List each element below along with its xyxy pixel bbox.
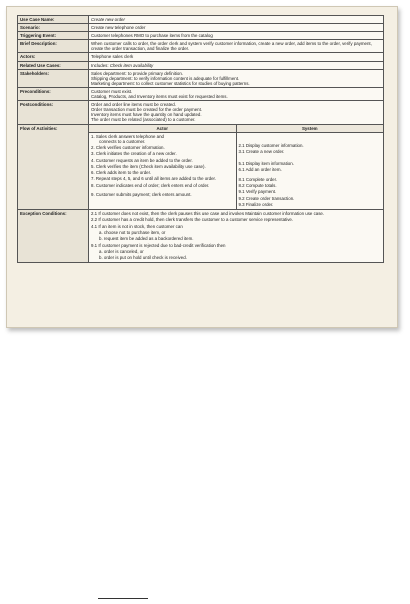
exception-line: a. order is canceled, or: [99, 248, 144, 254]
table-row: [18, 32, 384, 40]
triggering-event-label: Triggering Event:: [18, 32, 89, 40]
actor-step: 3. Clerk initiates the creation of a new order.: [91, 151, 177, 157]
document-page: [6, 6, 398, 328]
postcondition-line: Inventory items must have the quantity on hand updated.: [91, 112, 202, 118]
actor-step: connects to a customer.: [99, 138, 146, 144]
system-step: 8.2 Compute totals.: [238, 183, 277, 188]
related-use-case-link: Check item availability: [109, 62, 154, 68]
flow-of-activities-label: Flow of Activities:: [18, 124, 89, 210]
preconditions-value: [89, 87, 384, 100]
postconditions-label: Postconditions:: [18, 101, 89, 124]
related-use-cases-value: [89, 61, 384, 69]
postconditions-value: [89, 101, 384, 124]
exception-line: 9.1 If customer payment is rejected due to bad-credit verification then: [91, 242, 226, 248]
actor-column-header: Actor: [89, 124, 237, 132]
system-column-header: System: [236, 124, 384, 132]
actor-step: 1. Sales clerk answers telephone and: [91, 133, 164, 139]
actor-step: 5. Clerk verifies the item (Check item availability use case).: [91, 163, 206, 169]
stakeholder-line: Shipping department: to verify information content is adequate for fulfillment.: [91, 75, 240, 81]
system-step: 8.1 Complete order.: [238, 176, 278, 182]
table-row: [18, 16, 384, 24]
stakeholder-line: Sales department: to provide primary definition.: [91, 70, 184, 76]
related-use-cases-label: Related Use Cases:: [18, 61, 89, 69]
exception-line: b. order is put on hold until check is received.: [99, 255, 187, 261]
exception-line: b. request item be added as a backordered item.: [99, 236, 194, 242]
triggering-event-value: Customer telephones RMO to purchase items from the catalog: [89, 32, 384, 40]
actor-step: 7. Repeat steps 4, 5, and 6 until all items are added to the order.: [91, 176, 216, 182]
exception-line: a. choose not to purchase item, or: [99, 229, 166, 235]
stakeholders-label: Stakeholders:: [18, 69, 89, 87]
actors-value: Telephone sales clerk: [89, 53, 384, 61]
system-step: 9.3 Finalize order.: [238, 201, 274, 207]
actor-step: 2. Clerk verifies customer information.: [91, 144, 165, 150]
use-case-table: [17, 15, 384, 263]
stakeholder-line: Marketing department: to collect customer statistics for studies of buying patterns.: [91, 80, 250, 86]
brief-description-label: Brief Description:: [18, 40, 89, 53]
footer-rule: [98, 598, 148, 599]
system-step: 9.1 Verify payment.: [238, 189, 277, 195]
postcondition-line: The order must be related (associated) to a customer.: [91, 117, 196, 123]
system-step: 9.2 Create order transaction.: [238, 195, 295, 201]
precondition-line: Customer must exist.: [91, 88, 133, 94]
actors-label: Actors:: [18, 53, 89, 61]
system-step: 6.1 Add an order item.: [238, 167, 282, 173]
scenario-value: Create new telephone order: [89, 24, 384, 32]
exception-line: 2.1 If customer does not exist, then the clerk pauses this use case and invokes Maintain customer information use case.: [91, 211, 325, 217]
exception-conditions-value: [89, 210, 384, 263]
postcondition-line: Order transaction must be created for the order payment.: [91, 107, 203, 113]
table-row: [18, 101, 384, 124]
exception-line: 2.2 If customer has a credit hold, then clerk transfers the customer to a customer service representative.: [91, 217, 294, 223]
use-case-name-value: Create new order: [89, 16, 384, 24]
actor-step: 8. Customer indicates end of order; clerk enters end of order.: [91, 182, 210, 188]
actor-steps: [89, 132, 237, 210]
scenario-label: Scenario:: [18, 24, 89, 32]
related-prefix: Includes:: [91, 62, 109, 68]
use-case-name-label: Use Case Name:: [18, 16, 89, 24]
exception-conditions-label: Exception Conditions:: [18, 210, 89, 263]
brief-description-value: When customer calls to order, the order clerk and system verify customer information, create a new order, add items to the order, verify payment, create the order transaction, and finalize the order.: [89, 40, 384, 53]
table-row: [18, 69, 384, 87]
system-step: 3.1 Create a new order.: [238, 148, 285, 154]
system-step: 2.1 Display customer information.: [238, 142, 304, 148]
stakeholders-value: [89, 69, 384, 87]
system-step: 5.1 Display item information.: [238, 161, 294, 167]
table-row: [18, 210, 384, 263]
precondition-line: Catalog, Products, and Inventory items must exist for requested items.: [91, 94, 228, 100]
system-steps: [236, 132, 384, 210]
table-row: [18, 61, 384, 69]
table-row: [18, 40, 384, 53]
actor-step: 6. Clerk adds item to the order.: [91, 170, 152, 176]
postcondition-line: Order and order line items must be created.: [91, 102, 176, 108]
actor-step: 4. Customer requests an item be added to the order.: [91, 157, 193, 163]
exception-line: 4.1 If an item is not in stock, then customer can: [91, 223, 183, 229]
table-row: [18, 124, 384, 132]
preconditions-label: Preconditions:: [18, 87, 89, 100]
table-row: [18, 24, 384, 32]
actor-step: 9. Customer submits payment; clerk enters amount.: [91, 191, 192, 197]
table-row: [18, 87, 384, 100]
table-row: [18, 53, 384, 61]
